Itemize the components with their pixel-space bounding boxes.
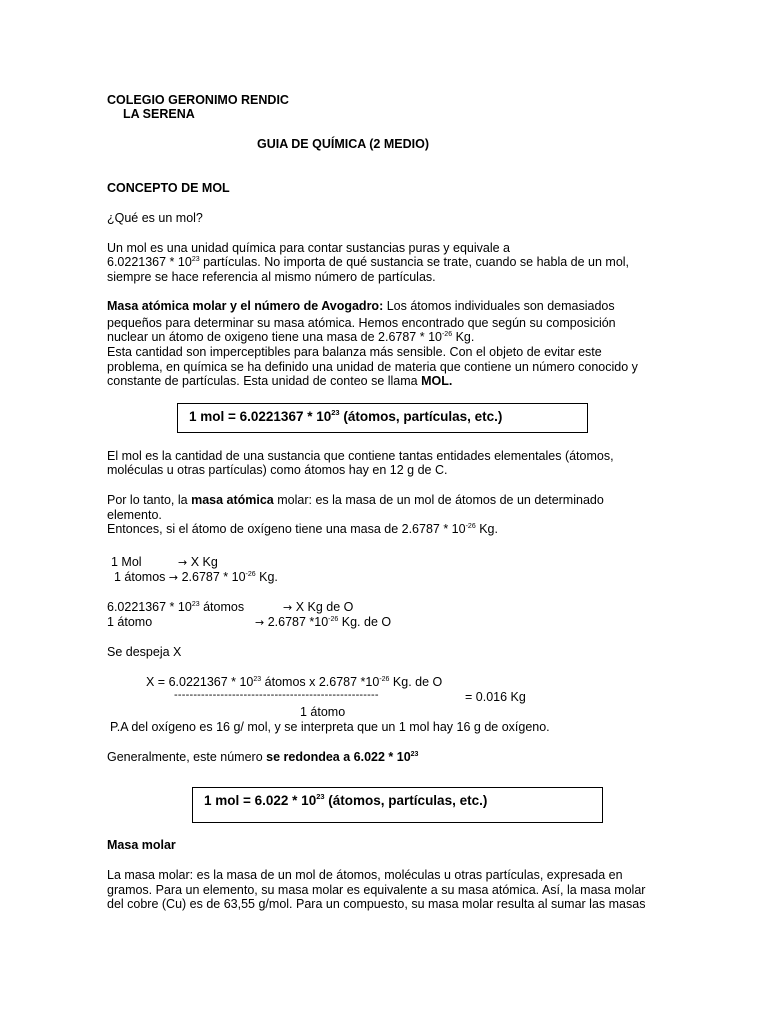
bold-term: MOL. bbox=[421, 374, 453, 388]
paragraph-line: Un mol es una unidad química para contar sustancias puras y equivale a bbox=[107, 241, 511, 255]
equation-line: $X = 6.0221367 * 10^{23}$ átomos x 2.6787 $*10^{-26}$ Kg. de O bbox=[146, 675, 443, 689]
paragraph-line: nuclear un átomo de oxigeno tiene una masa de $2.6787 * 10^{-26}$ Kg. bbox=[107, 330, 475, 344]
definition-box-text: 1 mol = $6.022 * 10^{23}$ (átomos, partículas, etc.) bbox=[204, 792, 488, 808]
paragraph-line: gramos. Para un elemento, su masa molar es equivalente a su masa atómica. Así, la masa molar bbox=[107, 883, 646, 897]
arrow-icon: → bbox=[178, 556, 188, 569]
question-text: ¿Qué es un mol? bbox=[107, 211, 203, 225]
paragraph-line: El mol es la cantidad de una sustancia que contiene tantas entidades elementales (átomos, bbox=[107, 449, 614, 463]
ratio-right: → X Kg de O bbox=[283, 600, 354, 614]
solve-heading: Se despeja X bbox=[107, 645, 182, 659]
equation-result: = 0.016 Kg bbox=[465, 690, 526, 704]
ratio-left: $6.0221367 * 10^{23}$ átomos bbox=[107, 600, 245, 614]
paragraph-line: Esta cantidad son imperceptibles para balanza más sensible. Con el objeto de evitar este bbox=[107, 345, 602, 359]
paragraph-line: Por lo tanto, la masa atómica molar: es la masa de un mol de átomos de un determinado bbox=[107, 493, 604, 507]
fraction-bar: ----------------------------------------------------- bbox=[174, 689, 379, 701]
school-name: COLEGIO GERONIMO RENDIC bbox=[107, 93, 289, 107]
paragraph-line: elemento. bbox=[107, 508, 162, 522]
ratio-row: 1 átomos → $2.6787 * 10^{-26}$ Kg. bbox=[114, 570, 278, 584]
paragraph-line: del cobre (Cu) es de 63,55 g/mol. Para un compuesto, su masa molar resulta al sumar las masas bbox=[107, 897, 646, 911]
bold-term: masa atómica bbox=[191, 493, 274, 507]
ratio-left: 1 átomo bbox=[107, 615, 153, 629]
paragraph-line: problema, en química se ha definido una unidad de materia que contiene un número conocido y bbox=[107, 360, 638, 374]
definition-box-text: 1 mol = $6.0221367 * 10^{23}$ (átomos, partículas, etc.) bbox=[189, 408, 503, 424]
paragraph-line: P.A del oxígeno es 16 g/ mol, y se interpreta que un 1 mol hay 16 g de oxígeno. bbox=[110, 720, 550, 734]
ratio-right: → X Kg bbox=[178, 555, 218, 569]
paragraph-line: Entonces, si el átomo de oxígeno tiene una masa de $2.6787 * 10^{-26}$ Kg. bbox=[107, 522, 498, 536]
paragraph-line: moléculas u otras partículas) como átomos hay en 12 g de C. bbox=[107, 463, 448, 477]
equation-denominator: 1 átomo bbox=[300, 705, 346, 719]
paragraph-line: $6.0221367 * 10^{23}$ partículas. No importa de qué sustancia se trate, cuando se habla de un mol, bbox=[107, 255, 630, 269]
paragraph-line: Generalmente, este número se redondea a $6.022 * 10^{23}$ bbox=[107, 750, 419, 764]
arrow-icon: → bbox=[255, 616, 265, 629]
bold-term: Masa atómica molar y el número de Avogadro: bbox=[107, 299, 384, 313]
arrow-icon: → bbox=[283, 601, 293, 614]
paragraph-line: siempre se hace referencia al mismo número de partículas. bbox=[107, 270, 436, 284]
section-heading-concepto: CONCEPTO DE MOL bbox=[107, 181, 230, 195]
paragraph-line: pequeños para determinar su masa atómica. Hemos encontrado que según su composición bbox=[107, 316, 616, 330]
ratio-right: → 2.6787 $*10^{-26}$ Kg. de O bbox=[255, 615, 392, 629]
arrow-icon: → bbox=[168, 571, 179, 584]
bold-term: se redondea a $6.022 * 10^{23}$ bbox=[266, 750, 419, 764]
paragraph-line: Masa atómica molar y el número de Avogadro: Los átomos individuales son demasiados bbox=[107, 299, 615, 313]
guide-title: GUIA DE QUÍMICA (2 MEDIO) bbox=[257, 137, 429, 151]
school-city: LA SERENA bbox=[123, 107, 195, 121]
paragraph-line: constante de partículas. Esta unidad de conteo se llama MOL. bbox=[107, 374, 453, 388]
section-heading-masa-molar: Masa molar bbox=[107, 838, 176, 852]
paragraph-line: La masa molar: es la masa de un mol de átomos, moléculas u otras partículas, expresada en bbox=[107, 868, 623, 882]
ratio-left: 1 Mol bbox=[111, 555, 142, 569]
